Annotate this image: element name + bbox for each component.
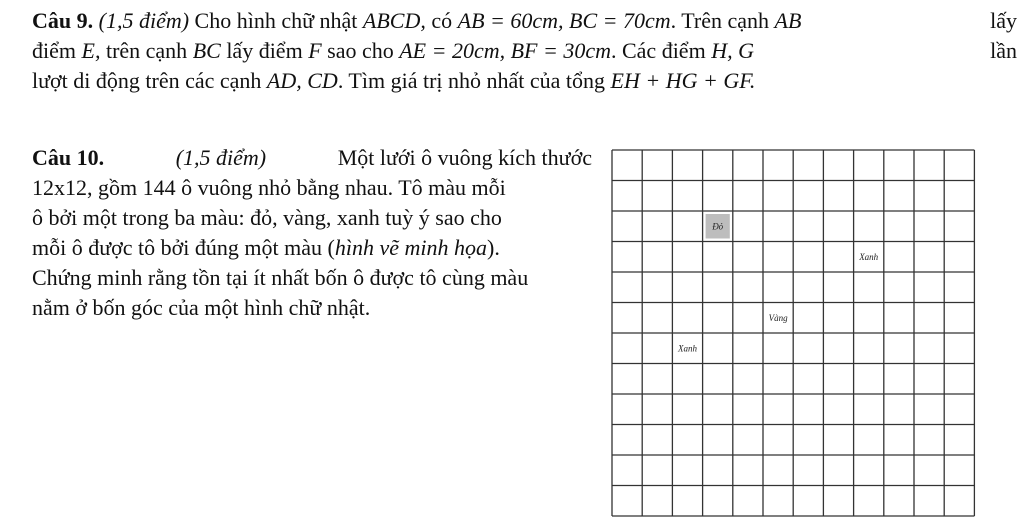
- q10-text: ).: [487, 235, 500, 260]
- q9-text: lượt di động trên các cạnh: [32, 68, 262, 93]
- q9-math: BC: [192, 38, 221, 63]
- q9-math: ABCD,: [362, 8, 426, 33]
- q9-number: Câu 9.: [32, 8, 94, 33]
- q10-line-6: nằm ở bốn góc của một hình chữ nhật.: [32, 295, 371, 320]
- q9-text: . Tìm giá trị nhỏ nhất của tổng: [337, 68, 606, 93]
- grid-cell-label: Vàng: [768, 312, 788, 323]
- grid-cell-label: Xanh: [678, 343, 697, 354]
- q10-line-2: 12x12, gồm 144 ô vuông nhỏ bằng nhau. Tô màu mỗi: [32, 175, 506, 200]
- q9-text: trên cạnh: [105, 38, 188, 63]
- q9-math: AD, CD: [266, 68, 338, 93]
- q9-text: lấy: [990, 8, 1017, 33]
- q9-text: . Trên cạnh: [670, 8, 770, 33]
- q9-text: có: [431, 8, 453, 33]
- q9-math: AB = 60cm, BC = 70cm: [457, 8, 671, 33]
- q9-math: E,: [81, 38, 101, 63]
- q10-line-5: Chứng minh rằng tồn tại ít nhất bốn ô được tô cùng màu: [32, 265, 529, 290]
- q9-text: lấy điểm: [226, 38, 303, 63]
- q9-text: Cho hình chữ nhật: [194, 8, 358, 33]
- q9-math: AE = 20cm, BF = 30cm: [399, 38, 611, 63]
- q10-number: Câu 10.: [32, 145, 105, 170]
- q9-points: (1,5 điểm): [98, 8, 190, 33]
- q10-text: Một lưới ô vuông kích thước: [337, 145, 592, 170]
- grid-cell-label: Xanh: [859, 251, 879, 262]
- grid-cell-label: Đỏ: [712, 221, 724, 232]
- q9-text: lần: [990, 38, 1017, 63]
- q10-italic-text: hình vẽ minh họa: [334, 235, 487, 260]
- q9-text: sao cho: [327, 38, 394, 63]
- q10-line-3: ô bởi một trong ba màu: đỏ, vàng, xanh tuỳ ý sao cho: [32, 205, 502, 230]
- q9-text: . Các điểm: [610, 38, 706, 63]
- q9-math: H, G: [711, 38, 754, 63]
- q10-text: mỗi ô được tô bởi đúng một màu (: [32, 235, 335, 260]
- q9-math: F: [308, 38, 322, 63]
- q9-math: EH + HG + GF.: [610, 68, 756, 93]
- q10-points: (1,5 điểm): [175, 145, 267, 170]
- q9-text: điểm: [32, 38, 76, 63]
- q9-math: AB: [774, 8, 802, 33]
